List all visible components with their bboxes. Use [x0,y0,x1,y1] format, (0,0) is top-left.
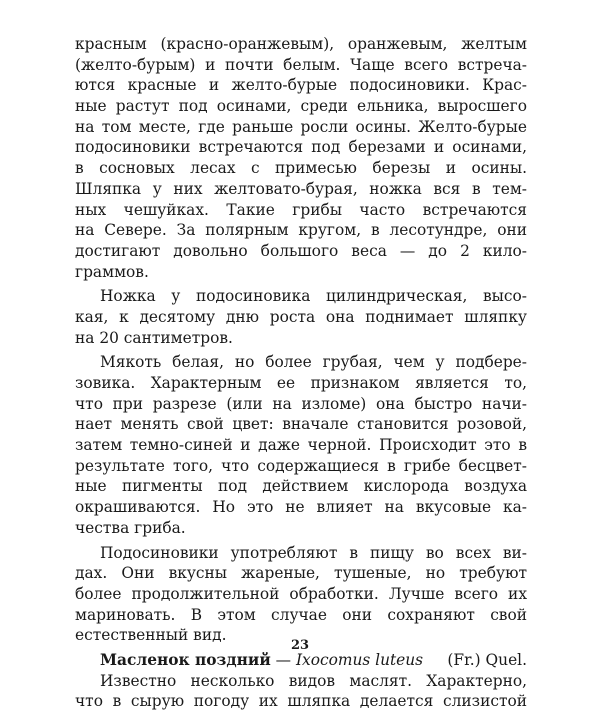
text-line: ются красные и желто-бурые подосиновики. Крас- [75,76,527,95]
text-line: окрашиваются. Но это не влияет на вкусовые ка- [75,498,527,517]
text-line: затем темно-синей и даже черной. Происходит это в [75,436,527,455]
text-line: зовика. Характерным ее признаком является то, [75,374,527,392]
heading-dash: — [275,650,292,669]
text-line: что в сырую погоду их шляпка делается слизистой [75,692,527,711]
text-line: более продолжительной обработки. Лучше всего их [75,584,527,603]
text-line: кая, к десятому дню роста она поднимает шляпку [75,307,527,326]
paragraph-1 [75,34,527,282]
page-number: 23 [290,638,310,653]
text-line: ных чешуйках. Такие грибы часто встречаются [75,200,527,219]
text-line: в сосновых лесах с примесью березы и осины. [75,159,527,178]
species-name-group [100,650,423,671]
text-line: ные пигменты под действием кислорода воздуха [75,477,527,496]
text-line: на том месте, где раньше росли осины. Желто-бурые [75,117,527,136]
species-common-name: Масленок поздний [100,650,271,669]
paragraph-5 [75,671,527,712]
paragraph-3 [75,352,527,538]
text-line: красным (красно-оранжевым), оранжевым, желтым [75,35,527,53]
text-line: Мякоть белая, но более грубая, чем у подбере- [100,353,527,372]
text-line: граммов. [75,262,149,281]
text-line: Ножка у подосиновика цилиндрическая, высо- [100,287,527,306]
text-line: Подосиновики употребляют в пищу во всех ви- [100,543,527,562]
text-line: чества гриба. [75,518,186,537]
text-line: мариновать. В этом случае они сохраняют свой [75,605,527,624]
text-line: Известно несколько видов маслят. Характерно, [100,671,527,690]
text-line: результате того, что содержащиеся в грибе бесцвет- [75,456,527,475]
paragraph-2 [75,286,527,348]
text-line: нает менять свой цвет: вначале становится розовой, [75,415,527,434]
text-line: что при разрезе (или на изломе) она быстро начи- [75,394,527,413]
text-line: дах. Они вкусны жареные, тушеные, но требуют [75,564,527,583]
text-line: на 20 сантиметров. [75,328,233,347]
text-line: естественный вид. [75,626,227,645]
page-body [75,34,527,712]
paragraph-4 [75,543,527,646]
text-line: подосиновики встречаются под березами и осинами, [75,138,527,157]
text-line: Шляпка у них желтовато-бурая, ножка вся в тем- [75,179,527,198]
species-heading [75,650,527,671]
text-line: достигают довольно большого веса — до 2 кило- [75,241,527,260]
text-line: на Севере. За полярным кругом, в лесотундре, они [75,221,527,240]
text-line: (желто-бурым) и почти белым. Чаще всего встреча- [75,55,527,74]
text-line: ные растут под осинами, среди ельника, выросшего [75,97,527,116]
species-author: (Fr.) Quel. [447,650,527,669]
species-latin-name: Ixocomus luteus [295,650,424,669]
